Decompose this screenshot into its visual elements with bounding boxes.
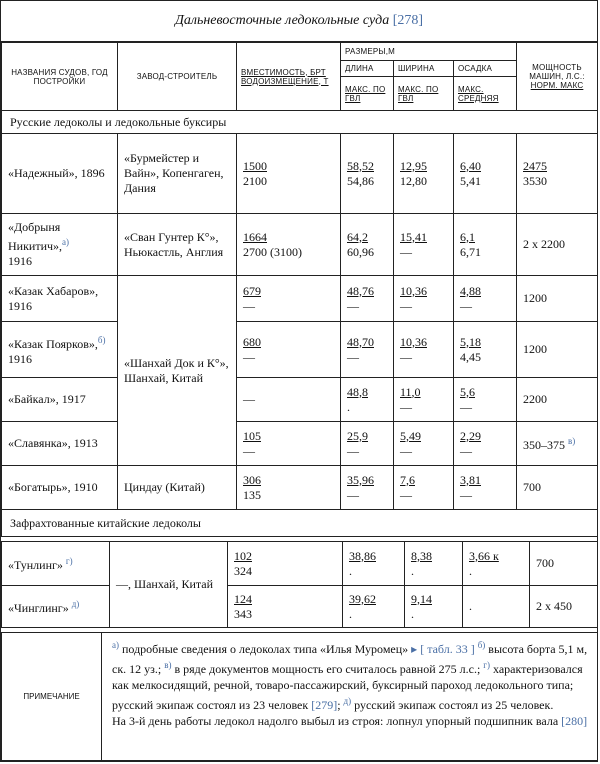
ship-builder: «Бурмейстер и Вайн», Копенгаген, Дания (118, 134, 237, 214)
table-row (2, 586, 598, 628)
draft-cell: 3,81 — (454, 466, 517, 510)
table-row (2, 134, 598, 214)
section-chinese: Зафрахтованные китайские ледоколы (2, 510, 598, 537)
length-cell: 39,62 . (343, 586, 405, 628)
title-text: Дальневосточные ледокольные суда (174, 13, 390, 28)
power-cell: 350–375 $^{в)}$ (517, 422, 598, 466)
notes-table (1, 632, 598, 761)
ref-279-link[interactable]: [279] (311, 698, 338, 712)
length-cell: 48,70 — (341, 322, 394, 378)
width-cell: 10,36 — (394, 276, 454, 322)
width-cell: 11,0 — (394, 378, 454, 422)
icebreaker-table (1, 42, 598, 537)
draft-cell: 4,88 — (454, 276, 517, 322)
table-row (2, 542, 598, 586)
power-cell: 700 (517, 466, 598, 510)
capacity-cell: 306 135 (237, 466, 341, 510)
header-draft-sub: МАКС. СРЕДНЯЯ (454, 77, 517, 111)
width-cell: 12,95 12,80 (394, 134, 454, 214)
header-width: ШИРИНА (394, 61, 454, 77)
chinese-icebreaker-table (1, 541, 598, 628)
header-builder: ЗАВОД-СТРОИТЕЛЬ (118, 43, 237, 111)
capacity-cell: 102 324 (228, 542, 343, 586)
section-russian: Русские ледоколы и ледокольные буксиры (2, 111, 598, 134)
power-cell: 1200 (517, 322, 598, 378)
header-width-sub: МАКС. ПО ГВЛ (394, 77, 454, 111)
table-title (1, 1, 597, 42)
power-cell: 2 х 2200 (517, 214, 598, 276)
length-cell: 64,2 60,96 (341, 214, 394, 276)
ship-name: «Богатырь», 1910 (2, 466, 118, 510)
draft-cell: 6,40 5,41 (454, 134, 517, 214)
ship-builder: Циндау (Китай) (118, 466, 237, 510)
table-row (2, 422, 598, 466)
length-cell: 48,76 — (341, 276, 394, 322)
width-cell: 10,36 — (394, 322, 454, 378)
draft-cell: . (463, 586, 530, 628)
draft-cell: 2,29 — (454, 422, 517, 466)
header-power: МОЩНОСТЬ МАШИН, Л.С.: НОРМ. МАКС (517, 43, 598, 111)
power-cell: 2475 3530 (517, 134, 598, 214)
capacity-cell: 680 — (237, 322, 341, 378)
ship-builder: —, Шанхай, Китай (110, 542, 228, 628)
power-cell: 700 (530, 542, 598, 586)
ship-name: «Байкал», 1917 (2, 378, 118, 422)
header-capacity: ВМЕСТИМОСТЬ, БРТ ВОДОИЗМЕЩЕНИЕ, Т (237, 43, 341, 111)
table-row (2, 276, 598, 322)
length-cell: 35,96 — (341, 466, 394, 510)
ship-name: «Чинглинг» $^{д)}$ (2, 586, 110, 628)
power-cell: 2200 (517, 378, 598, 422)
length-cell: 58,52 54,86 (341, 134, 394, 214)
ship-name: «Тунлинг» $^{г)}$ (2, 542, 110, 586)
power-cell: 2 х 450 (530, 586, 598, 628)
ship-name: «Надежный», 1896 (2, 134, 118, 214)
capacity-cell: 1500 2100 (237, 134, 341, 214)
table-row (2, 378, 598, 422)
draft-cell: 5,18 4,45 (454, 322, 517, 378)
capacity-cell: — (237, 378, 341, 422)
ship-name: «Казак Хабаров», 1916 (2, 276, 118, 322)
draft-cell: 5,6 — (454, 378, 517, 422)
length-cell: 48,8 . (341, 378, 394, 422)
header-length-sub: МАКС. ПО ГВЛ (341, 77, 394, 111)
header-name: НАЗВАНИЯ СУДОВ, ГОД ПОСТРОЙКИ (2, 43, 118, 111)
capacity-cell: 1664 2700 (3100) (237, 214, 341, 276)
title-reference-link[interactable]: [278] (392, 13, 424, 28)
header-length: ДЛИНА (341, 61, 394, 77)
table-row (2, 214, 598, 276)
table-33-link[interactable]: ▸ [ табл. 33 ] (411, 642, 475, 656)
capacity-cell: 124 343 (228, 586, 343, 628)
power-cell: 1200 (517, 276, 598, 322)
ship-builder: «Сван Гунтер К°», Ньюкастль, Англия (118, 214, 237, 276)
ship-name: «Добрыня Никитич»,$^{а)}$ 1916 (2, 214, 118, 276)
header-draft: ОСАДКА (454, 61, 517, 77)
table-row (2, 466, 598, 510)
width-cell: 8,38 . (405, 542, 463, 586)
draft-cell: 6,1 6,71 (454, 214, 517, 276)
capacity-cell: 105 — (237, 422, 341, 466)
notes-text: $^{а)}$ подробные сведения о ледоколах типа «Илья Муромец» ▸ [ табл. 33 ] $^{б)}$ высота борта 5,1 м, ск. 12 уз.; $^{в)}$ в ряде документов мощность его считалось равной 275 л.с.; $^{г)}$ характеризовался как мелкосидящий, речной, товаро-пассажирский, буксирный пароход ледокольного типа; русский экипаж состоял из 23 человек [279]; $^{д)}$ русский экипаж состоял из 25 человек. На 3-й день работы ледокол надолго выбыл из строя: лопнул упорный подшипник вала [280] (102, 633, 598, 761)
width-cell: 5,49 — (394, 422, 454, 466)
note-label: ПРИМЕЧАНИЕ (2, 633, 102, 761)
width-cell: 9,14 . (405, 586, 463, 628)
ship-name: «Казак Поярков»,$^{б)}$ 1916 (2, 322, 118, 378)
ref-280-link[interactable]: [280] (561, 714, 588, 728)
ship-name: «Славянка», 1913 (2, 422, 118, 466)
length-cell: 25,9 — (341, 422, 394, 466)
length-cell: 38,86 . (343, 542, 405, 586)
draft-cell: 3,66 к . (463, 542, 530, 586)
width-cell: 7,6 — (394, 466, 454, 510)
table-row (2, 322, 598, 378)
width-cell: 15,41 — (394, 214, 454, 276)
header-dimensions: РАЗМЕРЫ,М (341, 43, 517, 61)
capacity-cell: 679 — (237, 276, 341, 322)
ship-builder-shanghai-dock: «Шанхай Док и К°», Шанхай, Китай (118, 276, 237, 466)
